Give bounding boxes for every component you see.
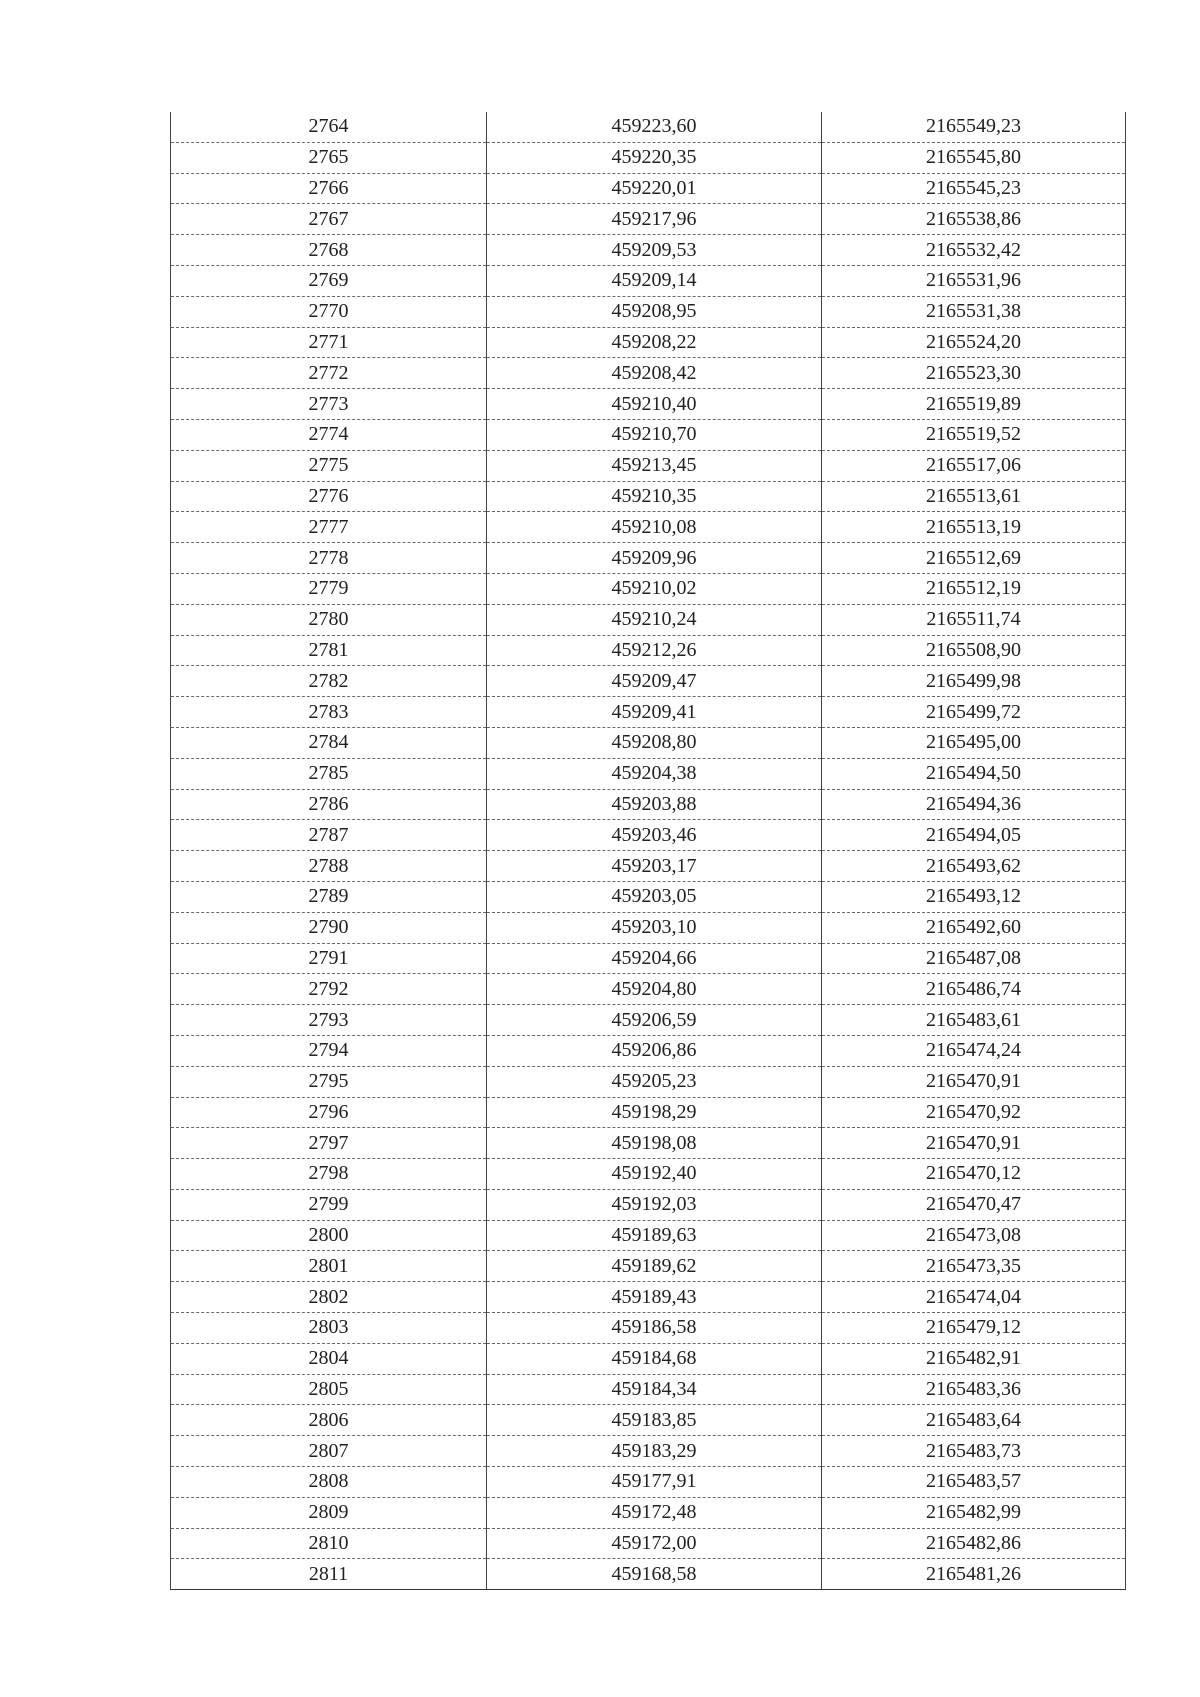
point-number-cell: 2788 [171, 851, 487, 882]
y-coordinate-cell: 2165483,61 [822, 1005, 1126, 1036]
table-row [171, 327, 1126, 358]
table-row [171, 1528, 1126, 1559]
x-coordinate-cell: 459186,58 [487, 1313, 822, 1344]
y-coordinate-cell: 2165483,73 [822, 1436, 1126, 1467]
table-row [171, 666, 1126, 697]
y-coordinate-cell: 2165531,96 [822, 265, 1126, 296]
y-coordinate-cell: 2165538,86 [822, 204, 1126, 235]
x-coordinate-cell: 459168,58 [487, 1559, 822, 1590]
table-row [171, 1282, 1126, 1313]
x-coordinate-cell: 459204,80 [487, 974, 822, 1005]
x-coordinate-cell: 459198,08 [487, 1128, 822, 1159]
table-row [171, 881, 1126, 912]
point-number-cell: 2797 [171, 1128, 487, 1159]
y-coordinate-cell: 2165470,47 [822, 1189, 1126, 1220]
table-row [171, 1436, 1126, 1467]
x-coordinate-cell: 459172,48 [487, 1497, 822, 1528]
table-row [171, 389, 1126, 420]
point-number-cell: 2778 [171, 543, 487, 574]
table-row [171, 543, 1126, 574]
point-number-cell: 2787 [171, 820, 487, 851]
point-number-cell: 2776 [171, 481, 487, 512]
table-row [171, 1159, 1126, 1190]
point-number-cell: 2794 [171, 1035, 487, 1066]
x-coordinate-cell: 459208,95 [487, 296, 822, 327]
y-coordinate-cell: 2165470,12 [822, 1159, 1126, 1190]
y-coordinate-cell: 2165517,06 [822, 450, 1126, 481]
table-row [171, 573, 1126, 604]
table-row [171, 604, 1126, 635]
y-coordinate-cell: 2165483,64 [822, 1405, 1126, 1436]
y-coordinate-cell: 2165524,20 [822, 327, 1126, 358]
point-number-cell: 2792 [171, 974, 487, 1005]
x-coordinate-cell: 459203,05 [487, 881, 822, 912]
point-number-cell: 2811 [171, 1559, 487, 1590]
x-coordinate-cell: 459209,41 [487, 697, 822, 728]
table-row [171, 173, 1126, 204]
x-coordinate-cell: 459203,88 [487, 789, 822, 820]
x-coordinate-cell: 459223,60 [487, 112, 822, 142]
point-number-cell: 2791 [171, 943, 487, 974]
y-coordinate-cell: 2165486,74 [822, 974, 1126, 1005]
table-row [171, 481, 1126, 512]
table-row [171, 512, 1126, 543]
point-number-cell: 2803 [171, 1313, 487, 1344]
y-coordinate-cell: 2165495,00 [822, 727, 1126, 758]
point-number-cell: 2764 [171, 112, 487, 142]
table-row [171, 851, 1126, 882]
y-coordinate-cell: 2165494,36 [822, 789, 1126, 820]
point-number-cell: 2801 [171, 1251, 487, 1282]
y-coordinate-cell: 2165511,74 [822, 604, 1126, 635]
y-coordinate-cell: 2165474,04 [822, 1282, 1126, 1313]
y-coordinate-cell: 2165474,24 [822, 1035, 1126, 1066]
table-row [171, 1097, 1126, 1128]
x-coordinate-cell: 459212,26 [487, 635, 822, 666]
y-coordinate-cell: 2165473,08 [822, 1220, 1126, 1251]
point-number-cell: 2771 [171, 327, 487, 358]
x-coordinate-cell: 459206,86 [487, 1035, 822, 1066]
x-coordinate-cell: 459209,53 [487, 235, 822, 266]
table-row [171, 820, 1126, 851]
y-coordinate-cell: 2165482,99 [822, 1497, 1126, 1528]
point-number-cell: 2789 [171, 881, 487, 912]
x-coordinate-cell: 459205,23 [487, 1066, 822, 1097]
y-coordinate-cell: 2165545,80 [822, 142, 1126, 173]
x-coordinate-cell: 459220,35 [487, 142, 822, 173]
point-number-cell: 2790 [171, 912, 487, 943]
x-coordinate-cell: 459189,43 [487, 1282, 822, 1313]
x-coordinate-cell: 459184,34 [487, 1374, 822, 1405]
y-coordinate-cell: 2165470,91 [822, 1128, 1126, 1159]
point-number-cell: 2807 [171, 1436, 487, 1467]
x-coordinate-cell: 459210,24 [487, 604, 822, 635]
y-coordinate-cell: 2165483,36 [822, 1374, 1126, 1405]
x-coordinate-cell: 459192,40 [487, 1159, 822, 1190]
y-coordinate-cell: 2165482,91 [822, 1343, 1126, 1374]
y-coordinate-cell: 2165493,12 [822, 881, 1126, 912]
table-row [171, 419, 1126, 450]
point-number-cell: 2779 [171, 573, 487, 604]
x-coordinate-cell: 459189,63 [487, 1220, 822, 1251]
point-number-cell: 2777 [171, 512, 487, 543]
table-row [171, 974, 1126, 1005]
y-coordinate-cell: 2165532,42 [822, 235, 1126, 266]
table-row [171, 1343, 1126, 1374]
y-coordinate-cell: 2165487,08 [822, 943, 1126, 974]
y-coordinate-cell: 2165531,38 [822, 296, 1126, 327]
x-coordinate-cell: 459220,01 [487, 173, 822, 204]
y-coordinate-cell: 2165508,90 [822, 635, 1126, 666]
y-coordinate-cell: 2165482,86 [822, 1528, 1126, 1559]
table-row [171, 1559, 1126, 1590]
y-coordinate-cell: 2165519,89 [822, 389, 1126, 420]
y-coordinate-cell: 2165523,30 [822, 358, 1126, 389]
point-number-cell: 2766 [171, 173, 487, 204]
y-coordinate-cell: 2165513,19 [822, 512, 1126, 543]
point-number-cell: 2780 [171, 604, 487, 635]
table-row [171, 1220, 1126, 1251]
table-row [171, 1189, 1126, 1220]
table-row [171, 943, 1126, 974]
x-coordinate-cell: 459208,42 [487, 358, 822, 389]
table-row [171, 204, 1126, 235]
table-row [171, 112, 1126, 142]
y-coordinate-cell: 2165519,52 [822, 419, 1126, 450]
table-row [171, 1066, 1126, 1097]
table-row [171, 727, 1126, 758]
x-coordinate-cell: 459210,40 [487, 389, 822, 420]
y-coordinate-cell: 2165493,62 [822, 851, 1126, 882]
x-coordinate-cell: 459209,96 [487, 543, 822, 574]
table-row [171, 1497, 1126, 1528]
point-number-cell: 2784 [171, 727, 487, 758]
point-number-cell: 2805 [171, 1374, 487, 1405]
y-coordinate-cell: 2165549,23 [822, 112, 1126, 142]
table-row [171, 912, 1126, 943]
point-number-cell: 2781 [171, 635, 487, 666]
table-row [171, 697, 1126, 728]
x-coordinate-cell: 459184,68 [487, 1343, 822, 1374]
point-number-cell: 2768 [171, 235, 487, 266]
x-coordinate-cell: 459183,85 [487, 1405, 822, 1436]
y-coordinate-cell: 2165494,05 [822, 820, 1126, 851]
point-number-cell: 2774 [171, 419, 487, 450]
y-coordinate-cell: 2165481,26 [822, 1559, 1126, 1590]
y-coordinate-cell: 2165473,35 [822, 1251, 1126, 1282]
x-coordinate-cell: 459192,03 [487, 1189, 822, 1220]
x-coordinate-cell: 459209,47 [487, 666, 822, 697]
coordinates-table-body [171, 112, 1126, 1590]
point-number-cell: 2769 [171, 265, 487, 296]
point-number-cell: 2765 [171, 142, 487, 173]
y-coordinate-cell: 2165494,50 [822, 758, 1126, 789]
x-coordinate-cell: 459213,45 [487, 450, 822, 481]
x-coordinate-cell: 459210,02 [487, 573, 822, 604]
point-number-cell: 2770 [171, 296, 487, 327]
x-coordinate-cell: 459217,96 [487, 204, 822, 235]
point-number-cell: 2772 [171, 358, 487, 389]
point-number-cell: 2786 [171, 789, 487, 820]
table-row [171, 1405, 1126, 1436]
x-coordinate-cell: 459189,62 [487, 1251, 822, 1282]
y-coordinate-cell: 2165499,98 [822, 666, 1126, 697]
point-number-cell: 2809 [171, 1497, 487, 1528]
y-coordinate-cell: 2165545,23 [822, 173, 1126, 204]
point-number-cell: 2799 [171, 1189, 487, 1220]
table-row [171, 265, 1126, 296]
coordinates-table [170, 112, 1126, 1590]
table-row [171, 789, 1126, 820]
point-number-cell: 2808 [171, 1467, 487, 1498]
point-number-cell: 2782 [171, 666, 487, 697]
point-number-cell: 2806 [171, 1405, 487, 1436]
point-number-cell: 2802 [171, 1282, 487, 1313]
table-row [171, 1313, 1126, 1344]
point-number-cell: 2775 [171, 450, 487, 481]
y-coordinate-cell: 2165512,19 [822, 573, 1126, 604]
x-coordinate-cell: 459210,35 [487, 481, 822, 512]
x-coordinate-cell: 459203,46 [487, 820, 822, 851]
table-row [171, 1128, 1126, 1159]
point-number-cell: 2800 [171, 1220, 487, 1251]
table-row [171, 142, 1126, 173]
x-coordinate-cell: 459210,70 [487, 419, 822, 450]
x-coordinate-cell: 459177,91 [487, 1467, 822, 1498]
x-coordinate-cell: 459209,14 [487, 265, 822, 296]
x-coordinate-cell: 459206,59 [487, 1005, 822, 1036]
x-coordinate-cell: 459203,10 [487, 912, 822, 943]
table-row [171, 296, 1126, 327]
point-number-cell: 2795 [171, 1066, 487, 1097]
table-row [171, 1467, 1126, 1498]
x-coordinate-cell: 459204,66 [487, 943, 822, 974]
y-coordinate-cell: 2165499,72 [822, 697, 1126, 728]
y-coordinate-cell: 2165513,61 [822, 481, 1126, 512]
point-number-cell: 2796 [171, 1097, 487, 1128]
table-row [171, 1035, 1126, 1066]
table-row [171, 450, 1126, 481]
point-number-cell: 2783 [171, 697, 487, 728]
x-coordinate-cell: 459208,22 [487, 327, 822, 358]
table-row [171, 635, 1126, 666]
table-row [171, 1251, 1126, 1282]
x-coordinate-cell: 459198,29 [487, 1097, 822, 1128]
y-coordinate-cell: 2165470,92 [822, 1097, 1126, 1128]
y-coordinate-cell: 2165512,69 [822, 543, 1126, 574]
y-coordinate-cell: 2165483,57 [822, 1467, 1126, 1498]
x-coordinate-cell: 459203,17 [487, 851, 822, 882]
point-number-cell: 2798 [171, 1159, 487, 1190]
x-coordinate-cell: 459172,00 [487, 1528, 822, 1559]
y-coordinate-cell: 2165492,60 [822, 912, 1126, 943]
x-coordinate-cell: 459204,38 [487, 758, 822, 789]
x-coordinate-cell: 459208,80 [487, 727, 822, 758]
point-number-cell: 2773 [171, 389, 487, 420]
point-number-cell: 2785 [171, 758, 487, 789]
table-row [171, 1374, 1126, 1405]
point-number-cell: 2793 [171, 1005, 487, 1036]
x-coordinate-cell: 459210,08 [487, 512, 822, 543]
point-number-cell: 2767 [171, 204, 487, 235]
point-number-cell: 2804 [171, 1343, 487, 1374]
table-row [171, 358, 1126, 389]
table-row [171, 235, 1126, 266]
table-row [171, 758, 1126, 789]
table-row [171, 1005, 1126, 1036]
y-coordinate-cell: 2165470,91 [822, 1066, 1126, 1097]
y-coordinate-cell: 2165479,12 [822, 1313, 1126, 1344]
point-number-cell: 2810 [171, 1528, 487, 1559]
x-coordinate-cell: 459183,29 [487, 1436, 822, 1467]
